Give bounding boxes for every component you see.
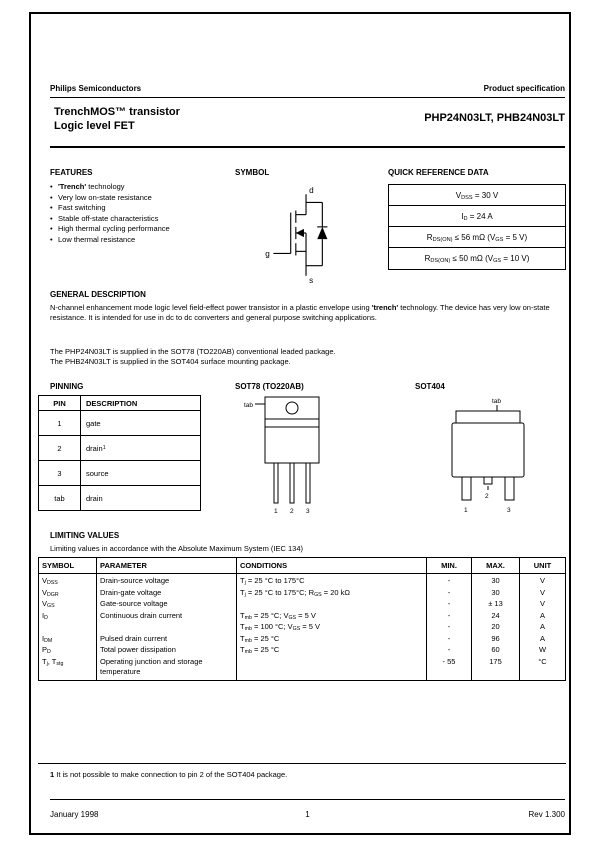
- cell-min: -: [427, 574, 472, 588]
- spec-type-label: Product specification: [483, 84, 565, 93]
- sot404-heading: SOT404: [415, 382, 445, 391]
- col-header-unit: UNIT: [520, 558, 566, 574]
- quick-reference-row: $I_D = 24$ A: [389, 206, 565, 227]
- cell-max: 60: [472, 645, 520, 657]
- quick-reference-row: $R_{DS(ON)} \le 56$ mΩ ($V_{GS} = 5$ V): [389, 227, 565, 248]
- sot78-tab-label: tab: [244, 402, 254, 409]
- quick-reference-heading: QUICK REFERENCE DATA: [388, 168, 489, 177]
- footer-date: January 1998: [50, 810, 99, 819]
- general-description-paragraph: N-channel enhancement mode logic level field-effect power transistor in a plastic envelope using 'trench' technology. The device has very low on-state resistance. It is intended for use in dc to dc converters and general purpose switching applications.: [50, 303, 550, 322]
- table-row: [39, 657, 566, 681]
- table-row: [39, 622, 566, 634]
- pinning-heading: PINNING: [50, 382, 84, 391]
- feature-item: [50, 214, 232, 225]
- cell-symbol: $V_{DSS}$: [39, 574, 97, 588]
- table-row: [39, 411, 201, 436]
- cell-symbol: $T_j$, $T_{stg}$: [39, 657, 97, 681]
- cell-parameter: Operating junction and storage temperature: [97, 657, 237, 681]
- bullet-icon: •: [50, 182, 53, 191]
- mosfet-body-arrow: [296, 229, 304, 237]
- table-row: [39, 486, 201, 511]
- cell-max: 30: [472, 574, 520, 588]
- pin-cell: 3: [39, 461, 81, 486]
- sot78-heading: SOT78 (TO220AB): [235, 382, 304, 391]
- cell-parameter: [97, 622, 237, 634]
- col-header-conditions: CONDITIONS: [237, 558, 427, 574]
- cell-unit: A: [520, 622, 566, 634]
- cell-symbol: $V_{GS}$: [39, 599, 97, 611]
- limiting-values-heading: LIMITING VALUES: [50, 531, 120, 540]
- pin-cell: tab: [39, 486, 81, 511]
- pinning-header-row: [39, 396, 201, 411]
- footer-rule: [50, 799, 565, 800]
- drain-pin-label: d: [309, 186, 314, 196]
- col-header-parameter: PARAMETER: [97, 558, 237, 574]
- cell-max: 96: [472, 634, 520, 646]
- table-row: [39, 574, 566, 588]
- body-diode-triangle: [317, 227, 327, 239]
- footnote-rule: [38, 763, 566, 764]
- part-numbers: PHP24N03LT, PHB24N03LT: [424, 112, 565, 124]
- table-row: [39, 436, 201, 461]
- pin-cell: 2: [39, 436, 81, 461]
- cell-unit: V: [520, 588, 566, 600]
- sot404-pin3-label: 3: [507, 507, 511, 514]
- cell-conditions: $T_{mb} = 25$ °C; $V_{GS} = 5$ V: [237, 611, 427, 623]
- sot404-pin1-label: 1: [464, 507, 468, 514]
- feature-item: [50, 182, 232, 193]
- col-header-symbol: SYMBOL: [39, 558, 97, 574]
- feature-text: Very low on-state resistance: [58, 192, 152, 202]
- feature-text: 'Trench' technology: [58, 182, 125, 191]
- features-list: [50, 182, 232, 245]
- feature-text: High thermal cycling performance: [58, 224, 170, 233]
- source-pin-label: s: [309, 275, 314, 284]
- limiting-values-table: [38, 557, 566, 681]
- table-row: [39, 634, 566, 646]
- cell-conditions: $T_{mb} = 100$ °C; $V_{GS} = 5$ V: [237, 622, 427, 634]
- sot404-pin2-label: 2: [485, 493, 489, 500]
- pin-cell: 1: [39, 411, 81, 436]
- pin-description-cell: gate: [81, 411, 201, 436]
- sot404-tab-label: tab: [492, 398, 502, 405]
- bullet-icon: •: [50, 203, 53, 212]
- cell-unit: W: [520, 645, 566, 657]
- cell-symbol: $V_{DGR}$: [39, 588, 97, 600]
- table-row: [39, 461, 201, 486]
- quick-reference-row: $R_{DS(ON)} \le 50$ mΩ ($V_{GS} = 10$ V): [424, 254, 530, 265]
- pin-column-header: PIN: [39, 396, 81, 411]
- sot78-pin1-label: 1: [274, 508, 278, 515]
- cell-min: -: [427, 634, 472, 646]
- cell-symbol: [39, 622, 97, 634]
- pin-description-cell: drain: [81, 486, 201, 511]
- limiting-values-intro: Limiting values in accordance with the Absolute Maximum System (IEC 134): [50, 544, 304, 553]
- cell-max: ± 13: [472, 599, 520, 611]
- header-rule: [50, 97, 565, 98]
- sot404-package-drawing: [432, 394, 544, 518]
- sot78-pin3-label: 3: [306, 508, 310, 515]
- cell-parameter: Drain-source voltage: [97, 574, 237, 588]
- sot404-package-outline: [452, 405, 524, 500]
- cell-unit: A: [520, 634, 566, 646]
- cell-max: 175: [472, 657, 520, 681]
- cell-symbol: $I_{DM}$: [39, 634, 97, 646]
- bullet-icon: •: [50, 192, 53, 202]
- cell-conditions: $T_{mb} = 25$ °C: [237, 634, 427, 646]
- cell-unit: V: [520, 574, 566, 588]
- feature-item: [50, 235, 232, 246]
- feature-item: [50, 203, 232, 214]
- cell-conditions: [237, 599, 427, 611]
- table-row: [39, 645, 566, 657]
- feature-item: [50, 193, 232, 204]
- cell-min: - 55: [427, 657, 472, 681]
- product-title-line2: Logic level FET: [54, 120, 135, 132]
- cell-unit: °C: [520, 657, 566, 681]
- cell-parameter: Gate-source voltage: [97, 599, 237, 611]
- cell-conditions: $T_{mb} = 25$ °C: [237, 645, 427, 657]
- gate-pin-label: g: [265, 249, 270, 259]
- pinning-table: [38, 395, 201, 511]
- feature-text: Low thermal resistance: [58, 234, 136, 244]
- pin-description-cell: drain$^1$: [81, 436, 201, 461]
- cell-min: -: [427, 622, 472, 634]
- bullet-icon: •: [50, 213, 53, 223]
- cell-max: 30: [472, 588, 520, 600]
- quick-reference-box: [388, 184, 566, 270]
- footnote-text: 1 It is not possible to make connection to pin 2 of the SOT404 package.: [50, 770, 288, 779]
- sot78-pin2-label: 2: [290, 508, 294, 515]
- cell-conditions: [237, 657, 427, 681]
- cell-conditions: $T_j = 25$ °C to 175°C; $R_{GS} = 20$ kΩ: [237, 588, 427, 600]
- package-statement-php: The PHP24N03LT is supplied in the SOT78 (TO220AB) conventional leaded package.: [50, 347, 336, 356]
- cell-parameter: Drain-gate voltage: [97, 588, 237, 600]
- col-header-max: MAX.: [472, 558, 520, 574]
- symbol-heading: SYMBOL: [235, 168, 270, 177]
- cell-min: -: [427, 611, 472, 623]
- general-description-heading: GENERAL DESCRIPTION: [50, 290, 146, 299]
- table-row: [39, 599, 566, 611]
- cell-min: -: [427, 599, 472, 611]
- cell-symbol: $P_D$: [39, 645, 97, 657]
- col-header-min: MIN.: [427, 558, 472, 574]
- package-statement-phb: The PHB24N03LT is supplied in the SOT404 surface mounting package.: [50, 357, 291, 366]
- cell-parameter: Continuous drain current: [97, 611, 237, 623]
- cell-parameter: Pulsed drain current: [97, 634, 237, 646]
- feature-text: Fast switching: [58, 203, 106, 212]
- table-row: [39, 588, 566, 600]
- title-rule: [50, 146, 565, 148]
- quick-reference-row: $V_{DSS} = 30$ V: [389, 185, 565, 206]
- cell-symbol: $I_D$: [39, 611, 97, 623]
- cell-min: -: [427, 588, 472, 600]
- sot78-package-outline: [255, 397, 319, 503]
- mosfet-symbol-drawing: [255, 182, 355, 284]
- features-heading: FEATURES: [50, 168, 93, 177]
- cell-parameter: Total power dissipation: [97, 645, 237, 657]
- cell-unit: A: [520, 611, 566, 623]
- cell-conditions: $T_j = 25$ °C to 175°C: [237, 574, 427, 588]
- sot78-package-drawing: [243, 394, 341, 518]
- description-column-header: DESCRIPTION: [81, 396, 201, 411]
- bullet-icon: •: [50, 224, 53, 233]
- feature-text: Stable off-state characteristics: [58, 213, 159, 223]
- cell-max: 24: [472, 611, 520, 623]
- publisher-name: Philips Semiconductors: [50, 84, 142, 93]
- footer-revision: Rev 1.300: [528, 810, 565, 819]
- cell-unit: V: [520, 599, 566, 611]
- pin-description-cell: source: [81, 461, 201, 486]
- bullet-icon: •: [50, 234, 53, 244]
- table-row: [39, 611, 566, 623]
- product-title: [54, 105, 180, 133]
- feature-item: [50, 224, 232, 235]
- cell-max: 20: [472, 622, 520, 634]
- cell-min: -: [427, 645, 472, 657]
- product-title-line1: TrenchMOS™ transistor: [54, 106, 180, 118]
- page-number: 1: [305, 810, 310, 819]
- limiting-values-header-row: [39, 558, 566, 574]
